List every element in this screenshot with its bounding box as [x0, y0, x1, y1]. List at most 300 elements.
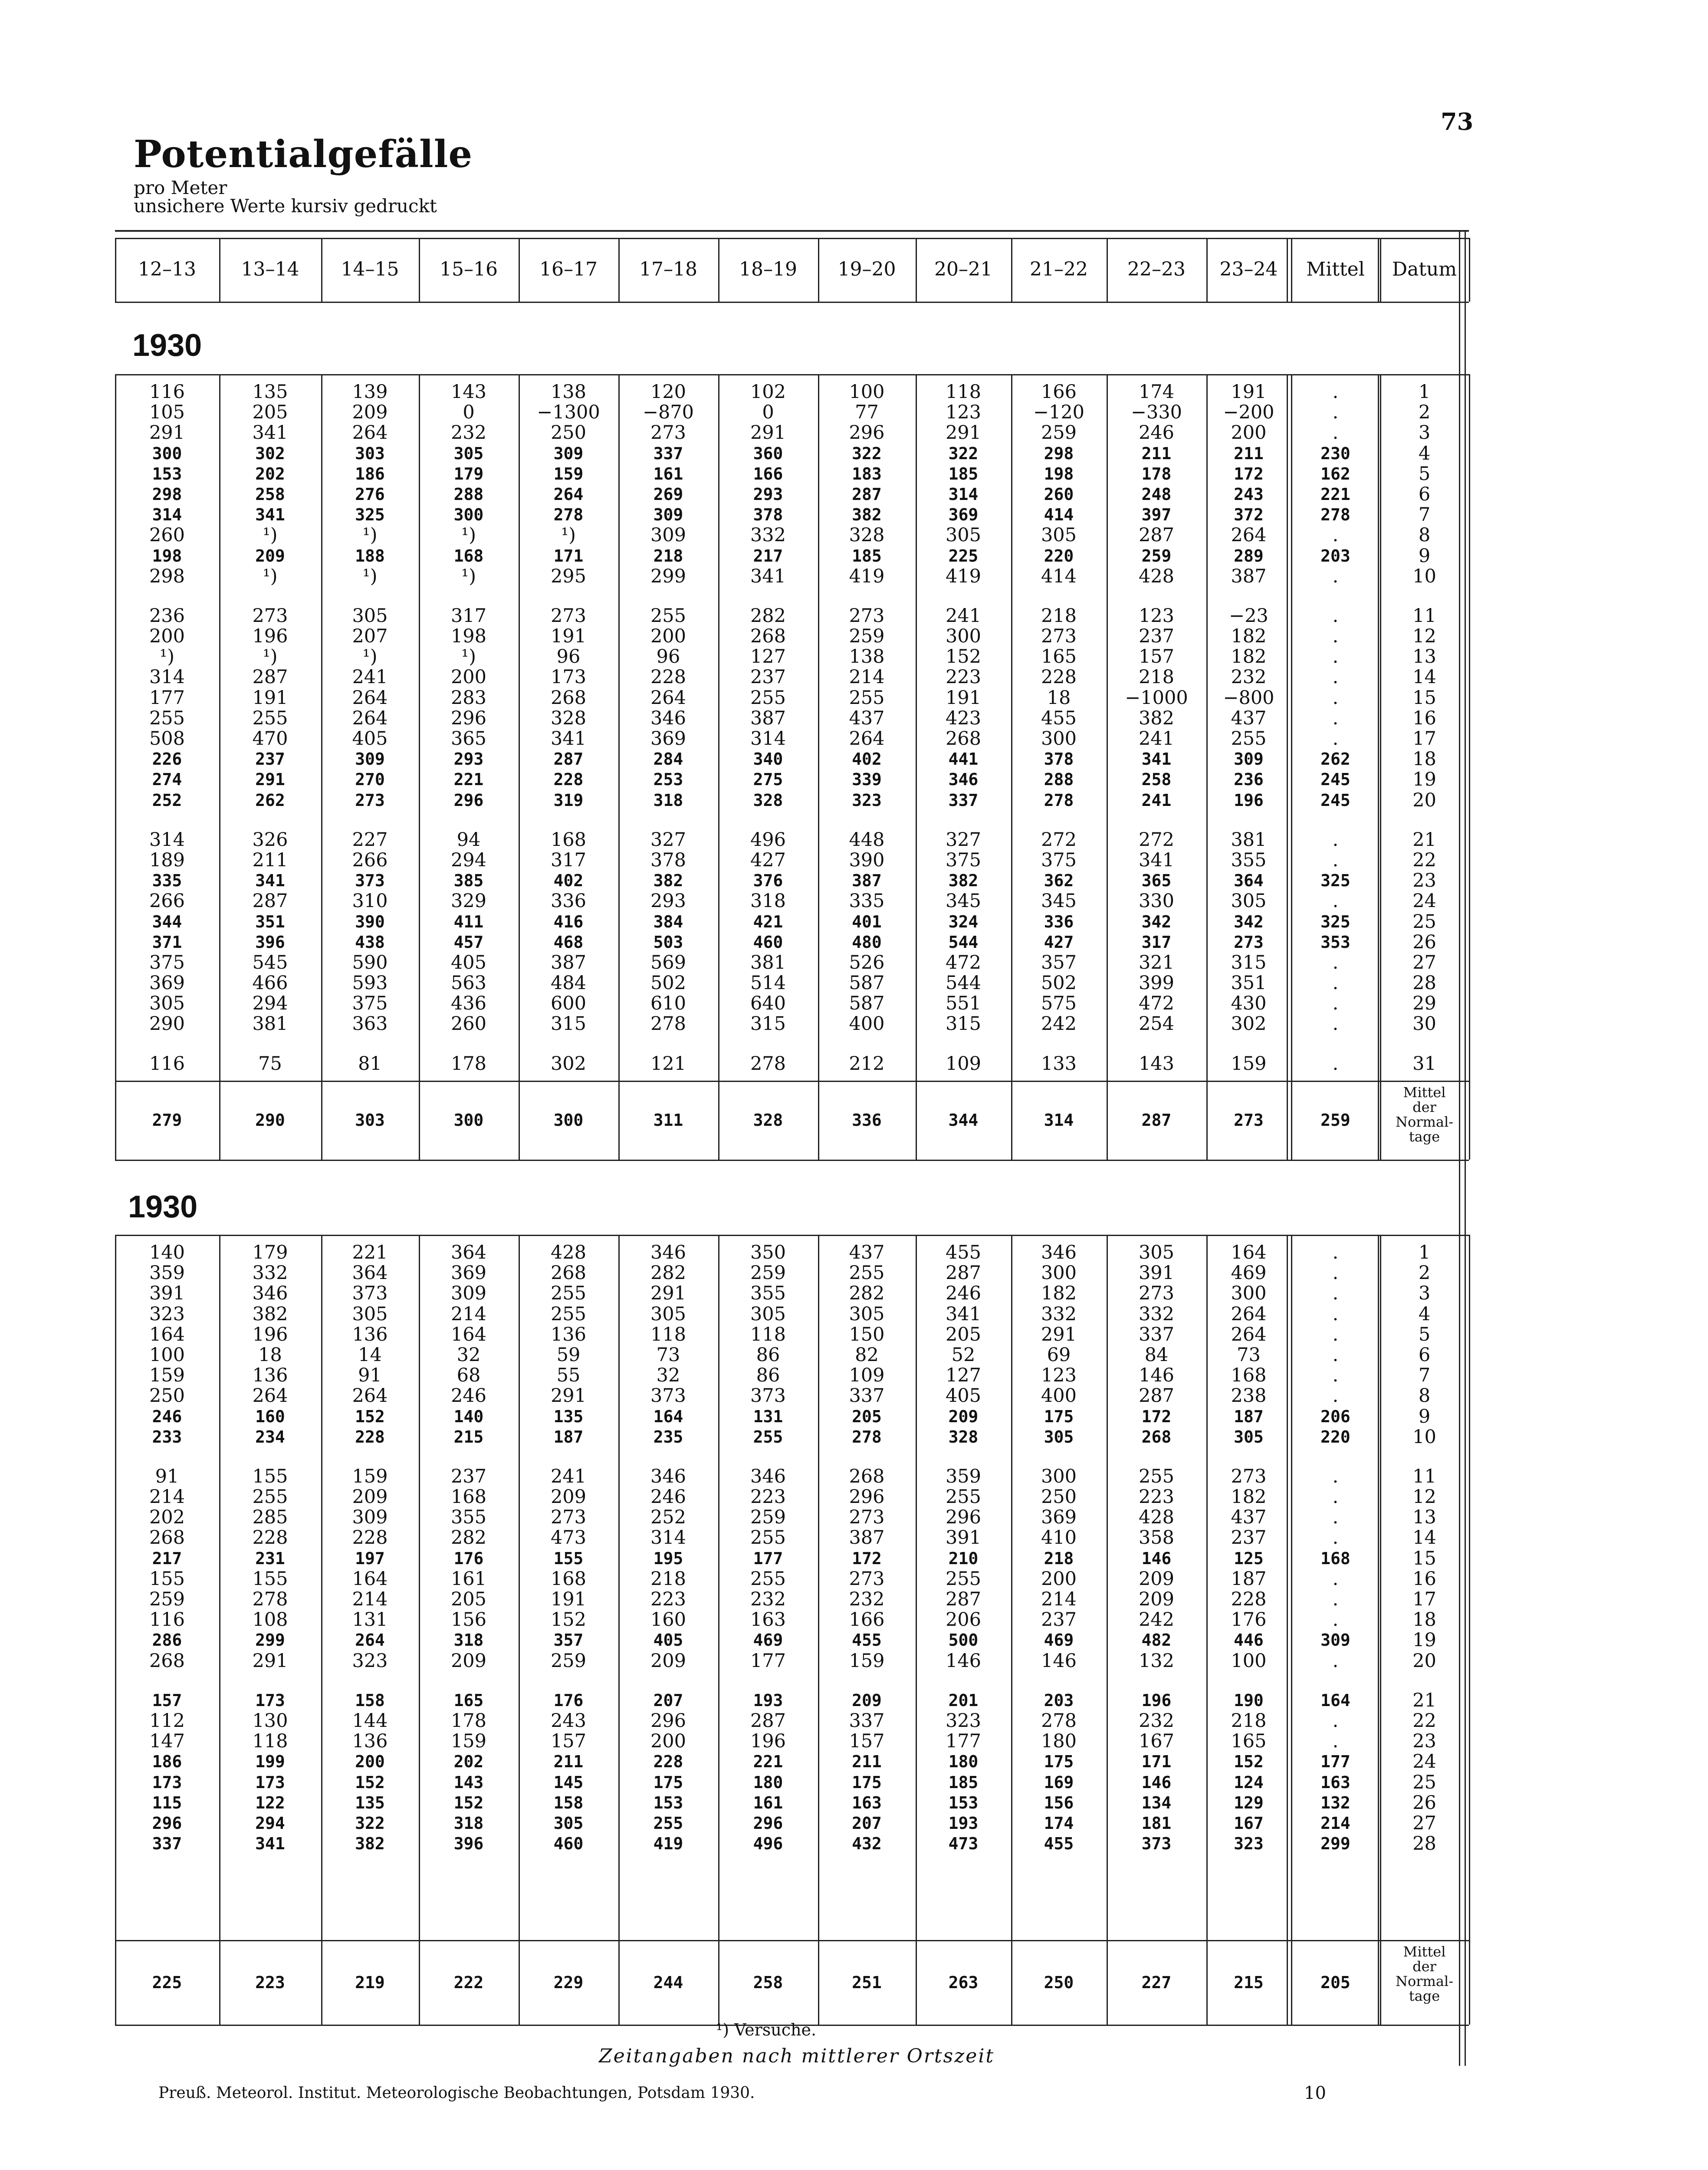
value-cell: 200 [650, 625, 686, 648]
value-cell: 575 [1041, 993, 1077, 1015]
value-cell: 165 [1041, 646, 1077, 668]
date-cell: 4 [1418, 1303, 1431, 1325]
value-cell: 221 [753, 1752, 783, 1772]
value-cell: 241 [352, 666, 388, 688]
footnote: ¹) Versuche. [716, 2020, 817, 2039]
table-column [419, 382, 519, 1074]
mean-cell: . [1332, 890, 1339, 912]
value-cell: 396 [453, 1834, 484, 1854]
value-cell: 342 [1234, 912, 1264, 931]
value-cell: 526 [849, 951, 885, 973]
mean-cell: . [1332, 1323, 1339, 1345]
value-cell: 293 [650, 890, 686, 912]
value-cell: 328 [948, 1427, 979, 1447]
value-cell: 200 [1231, 422, 1267, 444]
value-cell: 132 [1138, 1650, 1175, 1672]
value-cell: 294 [252, 993, 288, 1015]
value-cell: 52 [951, 1344, 976, 1366]
value-cell: 346 [650, 707, 686, 729]
value-cell: 155 [149, 1568, 185, 1590]
value-cell: 305 [1138, 1242, 1175, 1263]
mean-cell: . [1332, 1013, 1339, 1035]
value-cell: 273 [550, 605, 587, 627]
value-cell: 335 [849, 890, 885, 912]
mean-cell: . [1332, 972, 1339, 994]
value-cell: 174 [1044, 1813, 1074, 1833]
mean-cell: . [1332, 666, 1339, 688]
value-cell: 86 [756, 1344, 780, 1366]
period-mean: 290 [255, 1111, 285, 1130]
value-cell: 73 [1237, 1344, 1261, 1366]
value-cell: 196 [252, 1323, 288, 1345]
value-cell: 428 [550, 1242, 587, 1263]
value-cell: 131 [753, 1407, 783, 1426]
value-cell: 264 [1231, 1303, 1267, 1325]
value-cell: 209 [1138, 1568, 1175, 1590]
value-cell: 255 [1231, 728, 1267, 750]
normal-days-label-line: tage [1409, 1128, 1440, 1145]
value-cell: 360 [753, 444, 783, 463]
value-cell: 295 [550, 565, 587, 587]
value-cell: 291 [149, 422, 185, 444]
date-cell: 23 [1412, 1730, 1436, 1752]
value-cell: 390 [355, 912, 385, 931]
column-rule [1465, 230, 1466, 2066]
value-cell: 469 [753, 1631, 783, 1650]
period-mean: 251 [852, 1973, 882, 1992]
value-cell: 323 [149, 1303, 185, 1325]
value-cell: 262 [255, 790, 285, 810]
value-cell: 73 [656, 1344, 680, 1366]
value-cell: 14 [358, 1344, 382, 1366]
value-cell: 255 [945, 1568, 982, 1590]
value-cell: ¹) [561, 524, 576, 546]
value-cell: 300 [1231, 1282, 1267, 1305]
value-cell: 291 [255, 770, 285, 789]
table-column [618, 1243, 718, 1854]
mean-cell: 177 [1320, 1752, 1350, 1772]
value-cell: 91 [358, 1364, 382, 1387]
value-cell: 116 [149, 381, 185, 403]
value-cell: 127 [750, 646, 786, 668]
mean-cell: . [1332, 728, 1339, 750]
value-cell: 189 [149, 849, 185, 871]
date-cell: 25 [1412, 1771, 1436, 1793]
value-cell: 160 [255, 1407, 285, 1426]
value-cell: 234 [255, 1427, 285, 1447]
value-cell: 473 [948, 1834, 979, 1854]
value-cell: 168 [550, 829, 587, 851]
value-cell: 382 [852, 505, 882, 525]
value-cell: 305 [650, 1303, 686, 1325]
value-cell: 300 [1041, 728, 1077, 750]
value-cell: 157 [1138, 646, 1175, 668]
value-cell: 266 [149, 890, 185, 912]
value-cell: 182 [1041, 1282, 1077, 1305]
date-cell: 28 [1412, 1833, 1436, 1855]
value-cell: 610 [650, 993, 686, 1015]
value-cell: 86 [756, 1364, 780, 1387]
value-cell: 255 [750, 687, 786, 709]
period-mean: 219 [355, 1973, 385, 1992]
value-cell: 314 [152, 505, 182, 525]
value-cell: 165 [1231, 1730, 1267, 1752]
value-cell: 241 [1141, 790, 1172, 810]
normal-days-label-line: Mittel [1403, 1084, 1446, 1101]
table-column [115, 382, 219, 1074]
value-cell: 369 [948, 505, 979, 525]
value-cell: 314 [149, 666, 185, 688]
value-cell: 318 [750, 890, 786, 912]
date-cell: 1 [1418, 1242, 1431, 1263]
mean-cell: . [1332, 1282, 1339, 1305]
value-cell: 410 [1041, 1527, 1077, 1549]
value-cell: 200 [355, 1752, 385, 1772]
value-cell: 496 [750, 829, 786, 851]
value-cell: 177 [750, 1650, 786, 1672]
value-cell: 127 [945, 1364, 982, 1387]
value-cell: 138 [849, 646, 885, 668]
date-cell: 26 [1412, 931, 1436, 953]
value-cell: 165 [453, 1690, 484, 1710]
table-column [1380, 382, 1469, 1074]
period-mean: 263 [948, 1973, 979, 1992]
value-cell: 163 [750, 1609, 786, 1631]
mean-cell: . [1332, 1730, 1339, 1752]
value-cell: 419 [945, 565, 982, 587]
value-cell: 259 [1141, 546, 1172, 566]
value-cell: 502 [650, 972, 686, 994]
value-cell: 346 [1041, 1242, 1077, 1263]
value-cell: 168 [453, 546, 484, 566]
value-cell: 32 [656, 1364, 680, 1387]
date-cell: 8 [1418, 1385, 1431, 1407]
value-cell: 369 [149, 972, 185, 994]
value-cell: 427 [750, 849, 786, 871]
value-cell: ¹) [159, 646, 174, 668]
value-cell: ¹) [362, 565, 378, 587]
date-cell: 27 [1412, 951, 1436, 973]
column-rule [1011, 238, 1012, 302]
value-cell: 378 [650, 849, 686, 871]
date-cell: 7 [1418, 1364, 1431, 1387]
value-cell: 375 [1041, 849, 1077, 871]
normal-days-label-line: der [1412, 1099, 1436, 1115]
mean-cell: 325 [1320, 912, 1350, 931]
value-cell: 248 [1141, 484, 1172, 504]
value-cell: 466 [252, 972, 288, 994]
value-cell: 140 [149, 1242, 185, 1263]
value-cell: 590 [352, 951, 388, 973]
value-cell: 69 [1047, 1344, 1071, 1366]
value-cell: 268 [550, 687, 587, 709]
mean-cell: . [1332, 1710, 1339, 1732]
value-cell: 363 [352, 1013, 388, 1035]
value-cell: 437 [849, 707, 885, 729]
value-cell: 359 [945, 1465, 982, 1487]
table-column [1206, 382, 1291, 1074]
value-cell: 228 [653, 1752, 683, 1772]
value-cell: 217 [753, 546, 783, 566]
value-cell: 241 [1138, 728, 1175, 750]
value-cell: 264 [355, 1631, 385, 1650]
value-cell: 180 [948, 1752, 979, 1772]
table-column [519, 1243, 618, 1854]
value-cell: 344 [152, 912, 182, 931]
mean-cell: . [1332, 829, 1339, 851]
date-cell: 22 [1412, 849, 1436, 871]
column-rule [1378, 238, 1379, 302]
value-cell: 200 [1041, 1568, 1077, 1590]
value-cell: 159 [1231, 1052, 1267, 1075]
period-mean: 344 [948, 1111, 979, 1130]
table-column [718, 1243, 818, 1854]
value-cell: 187 [1234, 1407, 1264, 1426]
value-cell: 264 [849, 728, 885, 750]
value-cell: 100 [849, 381, 885, 403]
value-cell: 342 [1141, 912, 1172, 931]
table-column [419, 1243, 519, 1854]
value-cell: 327 [650, 829, 686, 851]
table-rule [115, 1160, 1469, 1161]
value-cell: 120 [650, 381, 686, 403]
value-cell: 288 [453, 484, 484, 504]
value-cell: 116 [149, 1052, 185, 1075]
value-cell: 207 [352, 625, 388, 648]
mean-cell: . [1332, 1568, 1339, 1590]
value-cell: 514 [750, 972, 786, 994]
value-cell: 238 [1231, 1385, 1267, 1407]
value-cell: 191 [945, 687, 982, 709]
value-cell: 291 [750, 422, 786, 444]
value-cell: 100 [149, 1344, 185, 1366]
value-cell: 221 [453, 770, 484, 789]
date-cell: 23 [1412, 870, 1436, 892]
value-cell: 305 [553, 1813, 584, 1833]
value-cell: 291 [945, 422, 982, 444]
value-cell: 264 [352, 707, 388, 729]
value-cell: 210 [948, 1549, 979, 1568]
value-cell: 172 [1141, 1407, 1172, 1426]
value-cell: 351 [255, 912, 285, 931]
date-cell: 13 [1412, 1506, 1436, 1529]
value-cell: 180 [753, 1772, 783, 1792]
date-cell: 15 [1412, 687, 1436, 709]
value-cell: 305 [1041, 524, 1077, 546]
value-cell: 193 [948, 1813, 979, 1833]
value-cell: 232 [1231, 666, 1267, 688]
value-cell: 310 [352, 890, 388, 912]
value-cell: 108 [252, 1609, 288, 1631]
value-cell: 152 [945, 646, 982, 668]
column-rule [1380, 238, 1381, 302]
table-rule [115, 374, 1469, 375]
value-cell: 180 [1041, 1730, 1077, 1752]
value-cell: 544 [945, 972, 982, 994]
value-cell: 373 [1141, 1834, 1172, 1854]
table-column [818, 1243, 916, 1854]
mean-cell: . [1332, 605, 1339, 627]
period-mean: 250 [1044, 1973, 1074, 1992]
value-cell: 242 [1041, 1013, 1077, 1035]
value-cell: ¹) [263, 565, 278, 587]
value-cell: 173 [255, 1690, 285, 1710]
mean-cell: . [1332, 401, 1339, 424]
value-cell: 196 [252, 625, 288, 648]
value-cell: 364 [450, 1242, 487, 1263]
value-cell: 268 [550, 1262, 587, 1284]
value-cell: 258 [1141, 770, 1172, 789]
value-cell: 300 [1041, 1465, 1077, 1487]
value-cell: 173 [550, 666, 587, 688]
column-header: Mittel [1306, 258, 1365, 280]
value-cell: 469 [1231, 1262, 1267, 1284]
mean-cell: . [1332, 1303, 1339, 1325]
normal-days-label-line: der [1412, 1958, 1436, 1975]
value-cell: 305 [352, 1303, 388, 1325]
value-cell: 272 [1138, 829, 1175, 851]
value-cell: 232 [450, 422, 487, 444]
date-cell: 17 [1412, 1588, 1436, 1610]
value-cell: 300 [152, 444, 182, 463]
value-cell: 397 [1141, 505, 1172, 525]
value-cell: 332 [1041, 1303, 1077, 1325]
value-cell: 158 [355, 1690, 385, 1710]
value-cell: 214 [450, 1303, 487, 1325]
value-cell: 381 [252, 1013, 288, 1035]
date-cell: 19 [1412, 769, 1436, 791]
value-cell: 236 [149, 605, 185, 627]
date-cell: 2 [1418, 401, 1431, 424]
value-cell: 124 [1234, 1772, 1264, 1792]
column-rule [718, 238, 719, 302]
date-cell: 4 [1418, 442, 1431, 464]
column-header: 13–14 [241, 258, 299, 280]
value-cell: 315 [750, 1013, 786, 1035]
value-cell: 138 [550, 381, 587, 403]
value-cell: 268 [750, 625, 786, 648]
value-cell: 218 [1138, 666, 1175, 688]
date-cell: 6 [1418, 1344, 1431, 1366]
value-cell: 381 [1231, 829, 1267, 851]
value-cell: 109 [849, 1364, 885, 1387]
value-cell: 322 [948, 444, 979, 463]
mean-cell: 245 [1320, 790, 1350, 810]
mean-cell: 353 [1320, 932, 1350, 952]
period-mean: 300 [553, 1111, 584, 1130]
value-cell: 182 [1231, 646, 1267, 668]
value-cell: 109 [945, 1052, 982, 1075]
value-cell: 0 [762, 401, 774, 424]
value-cell: 243 [1234, 484, 1264, 504]
table-column [718, 382, 818, 1074]
value-cell: −870 [642, 401, 694, 424]
value-cell: 176 [453, 1549, 484, 1568]
value-cell: 309 [553, 444, 584, 463]
value-cell: 118 [945, 381, 982, 403]
value-cell: 305 [849, 1303, 885, 1325]
value-cell: 441 [948, 750, 979, 769]
value-cell: 217 [152, 1549, 182, 1568]
value-cell: 237 [255, 750, 285, 769]
value-cell: 218 [1044, 1549, 1074, 1568]
value-cell: −800 [1223, 687, 1274, 709]
value-cell: 136 [550, 1323, 587, 1345]
value-cell: 150 [849, 1323, 885, 1345]
value-cell: 259 [750, 1506, 786, 1529]
value-cell: 156 [450, 1609, 487, 1631]
value-cell: 220 [1044, 546, 1074, 566]
value-cell: 191 [1231, 381, 1267, 403]
value-cell: 197 [355, 1549, 385, 1568]
value-cell: 315 [1231, 951, 1267, 973]
time-info: Zeitangaben nach mittlerer Ortszeit [599, 2045, 995, 2067]
value-cell: 278 [1044, 790, 1074, 810]
value-cell: 369 [650, 728, 686, 750]
value-cell: 326 [252, 829, 288, 851]
value-cell: 287 [945, 1588, 982, 1610]
value-cell: 455 [852, 1631, 882, 1650]
column-header: Datum [1392, 258, 1457, 280]
value-cell: 209 [650, 1650, 686, 1672]
value-cell: 375 [149, 951, 185, 973]
date-cell: 30 [1412, 1013, 1436, 1035]
value-cell: 202 [255, 464, 285, 483]
value-cell: 255 [750, 1568, 786, 1590]
value-cell: 296 [650, 1710, 686, 1732]
mean-cell: 164 [1320, 1690, 1350, 1710]
value-cell: 143 [1138, 1052, 1175, 1075]
value-cell: 167 [1138, 1730, 1175, 1752]
mean-cell: 163 [1320, 1772, 1350, 1792]
value-cell: 336 [550, 890, 587, 912]
mean-cell: 220 [1320, 1427, 1350, 1447]
value-cell: −1000 [1125, 687, 1188, 709]
value-cell: 182 [1231, 1486, 1267, 1508]
value-cell: 190 [1234, 1690, 1264, 1710]
value-cell: 161 [450, 1568, 487, 1590]
value-cell: 188 [355, 546, 385, 566]
mean-cell: . [1332, 646, 1339, 668]
subtitle-line-1: pro Meter [134, 177, 227, 198]
value-cell: 221 [352, 1242, 388, 1263]
mean-cell: 325 [1320, 871, 1350, 891]
value-cell: 275 [753, 770, 783, 789]
value-cell: 179 [252, 1242, 288, 1263]
value-cell: 405 [653, 1631, 683, 1650]
value-cell: 337 [653, 444, 683, 463]
value-cell: 446 [1234, 1631, 1264, 1650]
value-cell: 157 [849, 1730, 885, 1752]
value-cell: 323 [352, 1650, 388, 1672]
value-cell: 133 [1041, 1052, 1077, 1075]
value-cell: 68 [457, 1364, 481, 1387]
date-cell: 15 [1412, 1547, 1436, 1569]
value-cell: 235 [653, 1427, 683, 1447]
value-cell: 282 [750, 605, 786, 627]
column-rule [1206, 238, 1208, 302]
value-cell: 155 [553, 1549, 584, 1568]
value-cell: 168 [550, 1568, 587, 1590]
value-cell: 228 [553, 770, 584, 789]
value-cell: 264 [553, 484, 584, 504]
value-cell: 335 [152, 871, 182, 891]
value-cell: 287 [252, 666, 288, 688]
value-cell: 179 [453, 464, 484, 483]
value-cell: 269 [653, 484, 683, 504]
value-cell: 264 [1231, 524, 1267, 546]
value-cell: 411 [453, 912, 484, 931]
